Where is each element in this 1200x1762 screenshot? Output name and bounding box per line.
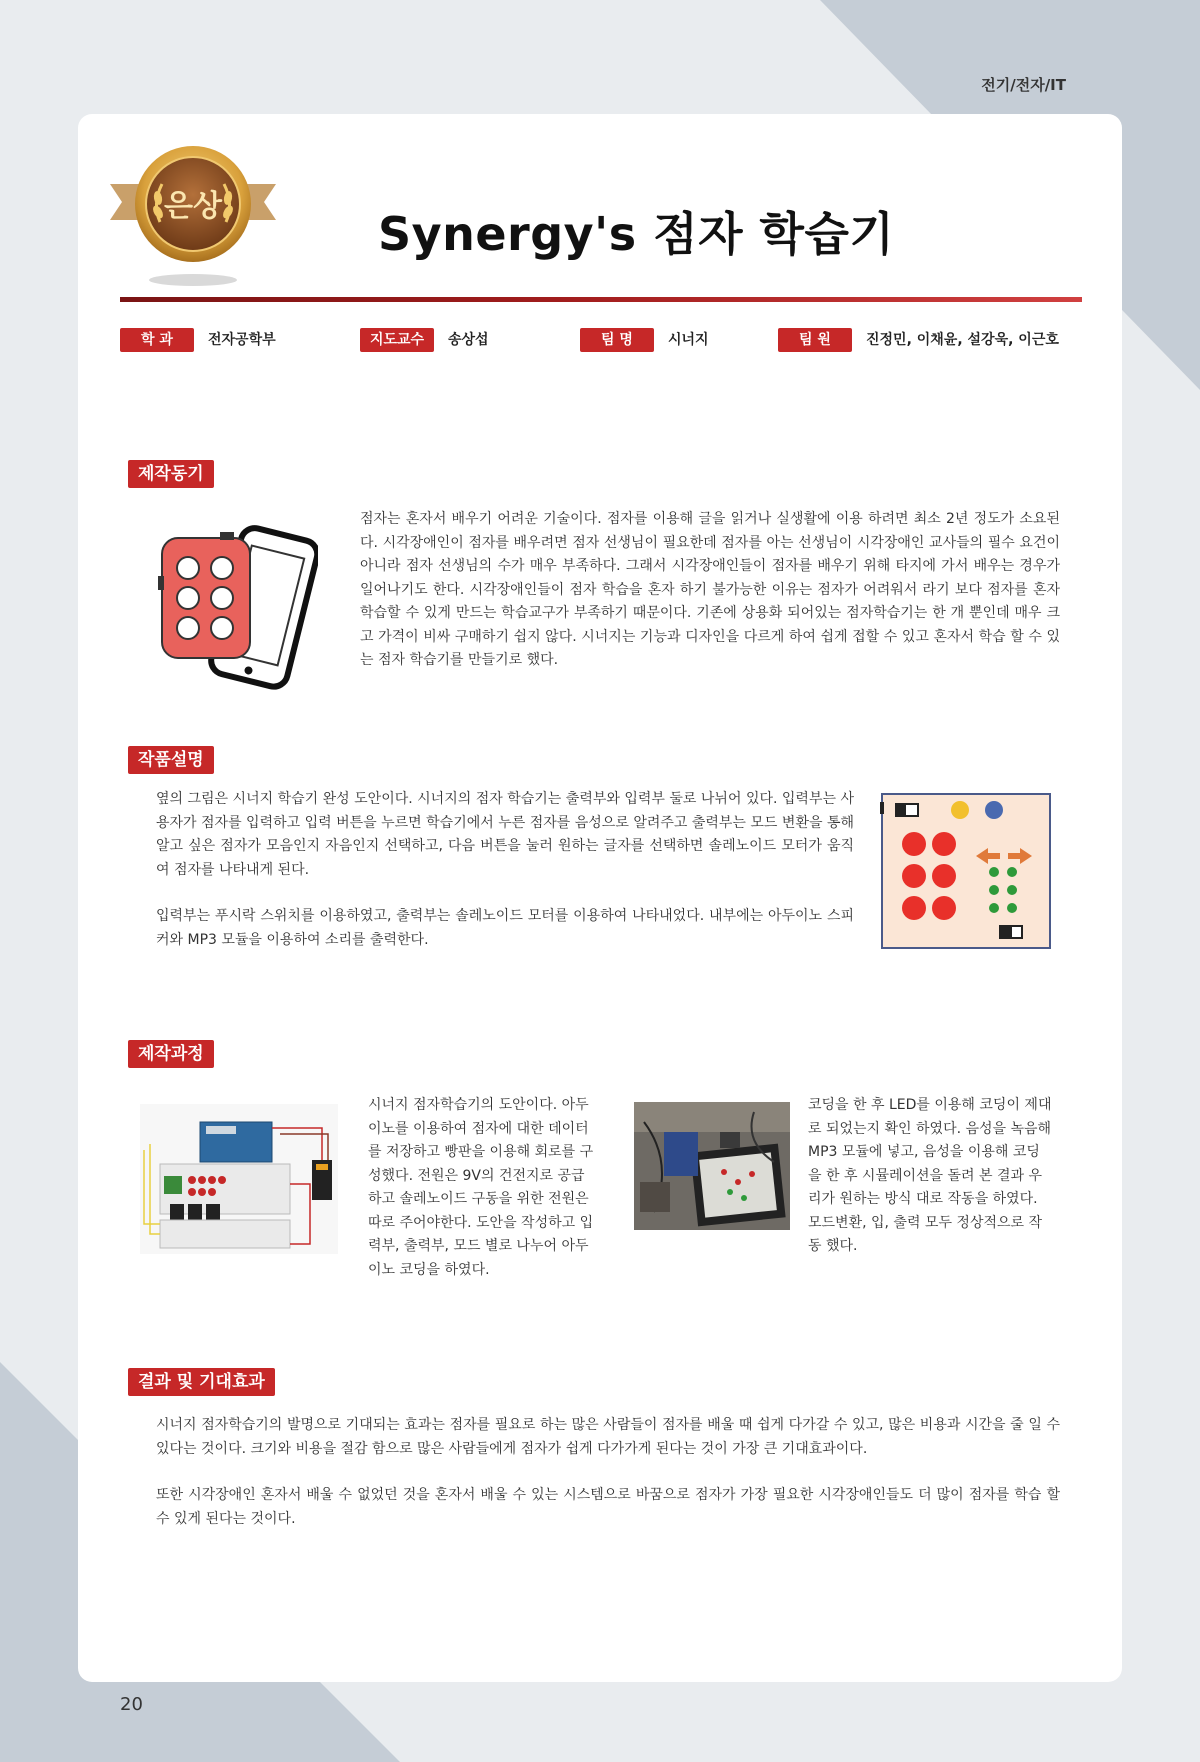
braille-device-phone-icon bbox=[158, 514, 318, 694]
page-title: Synergy's 점자 학습기 bbox=[378, 207, 895, 261]
motivation-paragraph: 점자는 혼자서 배우기 어려운 기술이다. 점자를 이용해 글을 읽거나 실생활에 이용 하려면 최소 2년 정도가 소요된다. 시각장애인이 점자를 배우려면 점자 선생님이 필요한데 점자를 아는 선생님이 시각장애인 교사들의 필수 요건이 아니라 점자 선생님의 수가 매우 부족하다. 그래서 시각장애인들이 점자를 배우기 위해 타지에 가서 배우는 경우가 일어나기도 한다. 시각장애인들이 점자 학습을 혼자 하기 불가능한 이유는 점자가 어려워서 라기 보다 점자를 혼자 학습할 수 있게 만드는 학습교구가 부족하기 때문이다. 기존에 상용화 되어있는 점자학습기는 한 개 뿐인데 매우 크고 가격이 비싸 구매하기 쉽지 않다. 시너지는 기능과 디자인을 다르게 하여 쉽게 접할 수 있고 혼자서 학습 할 수 있는 점자 학습기를 만들기로 했다. bbox=[360, 511, 1060, 668]
result-paragraph-1: 시너지 점자학습기의 발명으로 기대되는 효과는 점자를 필요로 하는 많은 사람들이 점자를 배울 때 쉽게 다가갈 수 있고, 많은 비용과 시간을 줄 일 수 있다는 것이다. 크기와 비용을 절감 함으로 많은 사람들에게 점자가 쉽게 다가가게 된다는 것이 가장 큰 기대효과이다. bbox=[156, 1417, 1060, 1457]
process-text-2 bbox=[808, 1094, 1052, 1259]
description-text bbox=[156, 788, 854, 952]
team-label: 팀 명 bbox=[580, 328, 654, 352]
section-heading-description: 작품설명 bbox=[128, 746, 214, 774]
section-heading-result: 결과 및 기대효과 bbox=[128, 1368, 275, 1396]
result-text bbox=[156, 1414, 1060, 1531]
category-label: 전기/전자/IT bbox=[981, 76, 1066, 94]
page-number: 20 bbox=[120, 1694, 143, 1715]
advisor-value: 송상섭 bbox=[448, 332, 489, 348]
section-heading-process: 제작과정 bbox=[128, 1040, 214, 1068]
description-paragraph-1: 옆의 그림은 시너지 학습기 완성 도안이다. 시너지의 점자 학습기는 출력부와 입력부 둘로 나뉘어 있다. 입력부는 사용자가 점자를 입력하고 입력 버튼을 누르면 학습기에서 누른 점자를 음성으로 알려주고 출력부는 모드 변환을 통해 알고 싶은 점자가 모음인지 자음인지 선택하고, 다음 버튼을 눌러 원하는 글자를 선택하면 솔레노이드 모터가 움직여 점자를 나타내게 된다. bbox=[156, 791, 854, 878]
process-paragraph-1: 시너지 점자학습기의 도안이다. 아두이노를 이용하여 점자에 대한 데이터를 저장하고 빵판을 이용해 회로를 구성했다. 전원은 9V의 건전지로 공급하고 솔레노이드 구동을 위한 전원은 따로 주어야한다. 도안을 작성하고 입력부, 출력부, 모드 별로 나누어 아두이노 코딩을 하였다. bbox=[368, 1097, 594, 1278]
award-medal-icon bbox=[108, 142, 278, 287]
department-label: 학 과 bbox=[120, 328, 194, 352]
department-value: 전자공학부 bbox=[208, 332, 276, 348]
members-value: 진정민, 이채윤, 설강욱, 이근호 bbox=[866, 332, 1059, 348]
circuit-diagram-icon bbox=[140, 1104, 338, 1254]
article-card bbox=[78, 114, 1122, 1682]
prototype-photo-icon bbox=[634, 1102, 790, 1230]
members-label: 팀 원 bbox=[778, 328, 852, 352]
result-paragraph-2: 또한 시각장애인 혼자서 배울 수 없었던 것을 혼자서 배울 수 있는 시스템으로 바꿈으로 점자가 가장 필요한 시각장애인들도 더 많이 점자를 학습 할 수 있게 된다는 것이다. bbox=[156, 1487, 1060, 1527]
title-divider bbox=[120, 297, 1082, 302]
award-badge-text: 은상 bbox=[164, 189, 222, 224]
info-row bbox=[120, 328, 1082, 354]
team-value: 시너지 bbox=[668, 332, 709, 348]
advisor-label: 지도교수 bbox=[360, 328, 434, 352]
section-heading-motivation: 제작동기 bbox=[128, 460, 214, 488]
braille-learner-design-icon bbox=[880, 792, 1052, 950]
process-text-1 bbox=[368, 1094, 596, 1282]
motivation-text bbox=[360, 508, 1060, 673]
description-paragraph-2: 입력부는 푸시락 스위치를 이용하였고, 출력부는 솔레노이드 모터를 이용하여 나타내었다. 내부에는 아두이노 스피커와 MP3 모듈을 이용하여 소리를 출력한다. bbox=[156, 908, 854, 948]
process-paragraph-2: 코딩을 한 후 LED를 이용해 코딩이 제대로 되었는지 확인 하였다. 음성을 녹음해 MP3 모듈에 넣고, 음성을 이용해 코딩을 한 후 시뮬레이션을 돌려 본 결과 우리가 원하는 방식 대로 작동을 하였다. 모드변환, 입, 출력 모두 정상적으로 작동 했다. bbox=[808, 1097, 1052, 1254]
